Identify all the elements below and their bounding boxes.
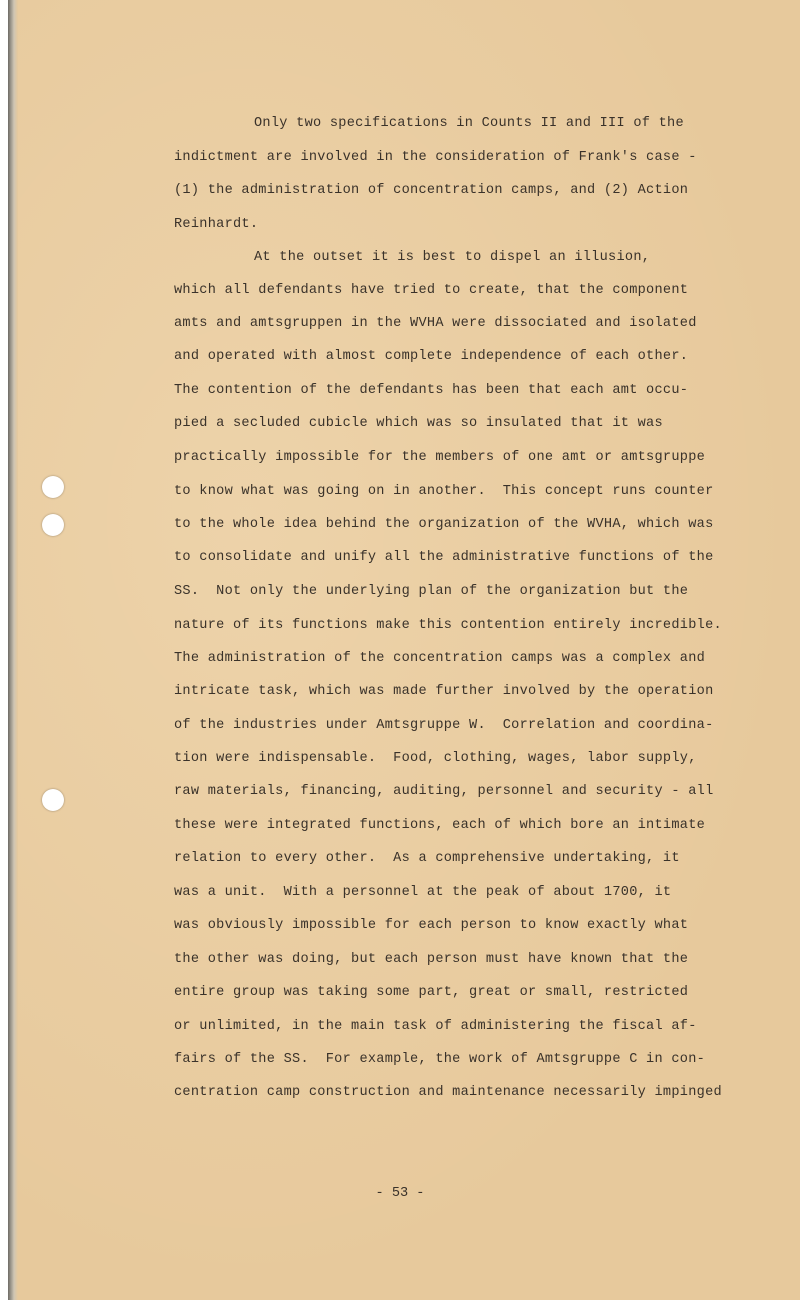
punch-hole [42,514,64,536]
text-line: Only two specifications in Counts II and III of the [254,116,684,131]
page-number: - 53 - [375,1186,425,1201]
text-line: amts and amtsgruppen in the WVHA were dissociated and isolated [174,316,697,331]
text-line: (1) the administration of concentration camps, and (2) Action [174,183,689,198]
text-line: to know what was going on in another. This concept runs counter [174,484,714,499]
text-line: Reinhardt. [174,217,259,232]
text-line: and operated with almost complete independence of each other. [174,349,689,364]
text-line: to consolidate and unify all the administrative functions of the [174,550,714,565]
text-line: At the outset it is best to dispel an illusion, [254,250,651,265]
text-line: was obviously impossible for each person to know exactly what [174,918,689,933]
text-line: nature of its functions make this contention entirely incredible. [174,618,722,633]
text-line: of the industries under Amtsgruppe W. Correlation and coordina- [174,718,714,733]
text-line: fairs of the SS. For example, the work of Amtsgruppe C in con- [174,1052,706,1067]
punch-hole [42,476,64,498]
text-line: these were integrated functions, each of which bore an intimate [174,818,706,833]
text-line: pied a secluded cubicle which was so insulated that it was [174,416,663,431]
text-line: which all defendants have tried to create, that the component [174,283,689,298]
text-line: The contention of the defendants has been that each amt occu- [174,383,689,398]
text-line: to the whole idea behind the organization of the WVHA, which was [174,517,714,532]
text-line: the other was doing, but each person must have known that the [174,952,689,967]
text-line: centration camp construction and maintenance necessarily impinged [174,1085,722,1100]
page-left-edge [8,0,18,1300]
text-line: was a unit. With a personnel at the peak of about 1700, it [174,885,672,900]
text-line: raw materials, financing, auditing, personnel and security - all [174,784,714,799]
text-line: tion were indispensable. Food, clothing, wages, labor supply, [174,751,697,766]
text-line: SS. Not only the underlying plan of the organization but the [174,584,689,599]
text-line: indictment are involved in the consideration of Frank's case - [174,150,697,165]
text-line: or unlimited, in the main task of administering the fiscal af- [174,1019,697,1034]
text-line: intricate task, which was made further involved by the operation [174,684,714,699]
text-line: entire group was taking some part, great or small, restricted [174,985,689,1000]
text-line: The administration of the concentration camps was a complex and [174,651,706,666]
text-line: practically impossible for the members of one amt or amtsgruppe [174,450,706,465]
text-line: relation to every other. As a comprehensive undertaking, it [174,851,680,866]
punch-hole [42,789,64,811]
